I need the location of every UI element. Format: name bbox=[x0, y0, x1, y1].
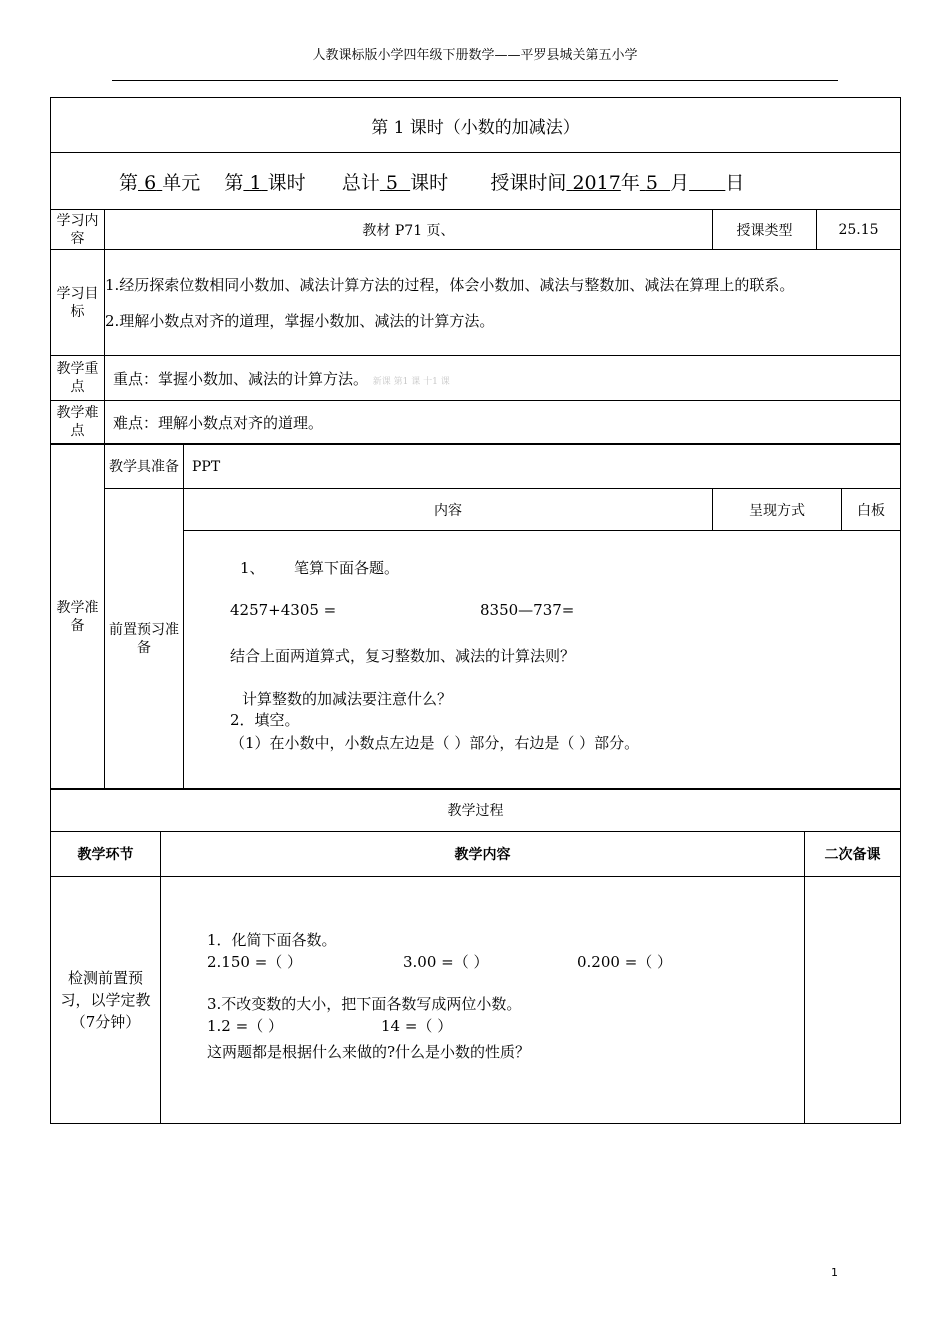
col-method: 呈现方式 bbox=[713, 489, 842, 531]
q1-text: 笔算下面各题。 bbox=[294, 559, 400, 577]
faint-watermark-text: 新课 第1 课 十1 课 bbox=[372, 376, 450, 387]
q1-expr-a: 4257+4305 = bbox=[230, 601, 337, 619]
proc-line-3: 3.不改变数的大小，把下面各数写成两位小数。 bbox=[207, 995, 522, 1013]
lesson-title: 第 1 课时（小数的加减法） bbox=[51, 98, 901, 153]
process-table bbox=[50, 788, 901, 1124]
page-number: 1 bbox=[831, 1266, 838, 1279]
month: 5 bbox=[645, 171, 658, 194]
stage-1-content bbox=[161, 877, 805, 1124]
label-key-point: 教学重点 bbox=[51, 356, 105, 401]
process-title: 教学过程 bbox=[51, 789, 901, 832]
unit-number: 6 bbox=[144, 171, 157, 194]
year: 2017 bbox=[572, 171, 621, 194]
q1-expr-b: 8350—737= bbox=[480, 601, 575, 619]
col-board: 白板 bbox=[842, 489, 901, 531]
label-study-goals: 学习目标 bbox=[51, 250, 105, 356]
lesson-info-table bbox=[50, 97, 901, 444]
proc-line-4b: 14 =（ ） bbox=[381, 1017, 453, 1035]
study-content-value: 教材 P71 页、 bbox=[105, 210, 713, 250]
proc-line-2a: 2.150 =（ ） bbox=[207, 953, 303, 971]
q2-heading: 2．填空。 bbox=[230, 711, 300, 729]
label-teaching-tools: 教学具准备 bbox=[105, 445, 184, 489]
label-lesson-type: 授课类型 bbox=[713, 210, 817, 250]
header-rule bbox=[112, 80, 838, 81]
study-goals bbox=[105, 250, 901, 356]
proc-line-2b: 3.00 =（ ） bbox=[403, 953, 489, 971]
col-second-prep: 二次备课 bbox=[805, 832, 901, 877]
key-point: 重点：掌握小数加、减法的计算方法。 新课 第1 课 十1 课 bbox=[105, 356, 901, 401]
preview-content bbox=[184, 531, 901, 790]
col-stage: 教学环节 bbox=[51, 832, 161, 877]
proc-line-4a: 1.2 =（ ） bbox=[207, 1017, 283, 1035]
period-number: 1 bbox=[249, 171, 262, 194]
col-teaching-content: 教学内容 bbox=[161, 832, 805, 877]
difficulty-point: 难点：理解小数点对齐的道理。 bbox=[105, 401, 901, 444]
goal-item: 1.经历探索位数相同小数加、减法计算方法的过程，体会小数加、减法与整数加、减法在算理上的联系。 bbox=[105, 275, 795, 294]
teaching-tools-value: PPT bbox=[184, 445, 901, 489]
label-preview-prep: 前置预习准备 bbox=[105, 489, 184, 790]
label-teaching-prep: 教学准备 bbox=[51, 445, 105, 790]
stage-1: 检测前置预习，以学定教（7分钟） bbox=[51, 877, 161, 1124]
lesson-type-value: 25.15 bbox=[817, 210, 901, 250]
total-periods: 5 bbox=[385, 171, 399, 194]
prep-table bbox=[50, 444, 901, 790]
goal-item: 2.理解小数点对齐的道理，掌握小数加、减法的计算方法。 bbox=[105, 311, 495, 330]
page-header: 人教课标版小学四年级下册数学——平罗县城关第五小学 bbox=[312, 48, 638, 63]
lesson-meta: 第 6 单元 第 1 课时 总计 5 课时 授课时间 2017年 5 月 日 bbox=[51, 153, 901, 210]
stage-1-notes bbox=[805, 877, 901, 1124]
proc-line-1: 1．化简下面各数。 bbox=[207, 931, 337, 949]
q1-review: 结合上面两道算式，复习整数加、减法的计算法则？ bbox=[230, 647, 576, 665]
label-difficulty: 教学难点 bbox=[51, 401, 105, 444]
q2-item-1: （1）在小数中，小数点左边是（ ）部分，右边是（ ）部分。 bbox=[230, 734, 640, 752]
col-content: 内容 bbox=[184, 489, 713, 531]
q1-number: 1、 bbox=[240, 559, 265, 577]
proc-line-5: 这两题都是根据什么来做的?什么是小数的性质？ bbox=[207, 1043, 531, 1061]
proc-line-2c: 0.200 =（ ） bbox=[577, 953, 673, 971]
label-study-content: 学习内容 bbox=[51, 210, 105, 250]
q1-question: 计算整数的加减法要注意什么？ bbox=[242, 690, 453, 708]
